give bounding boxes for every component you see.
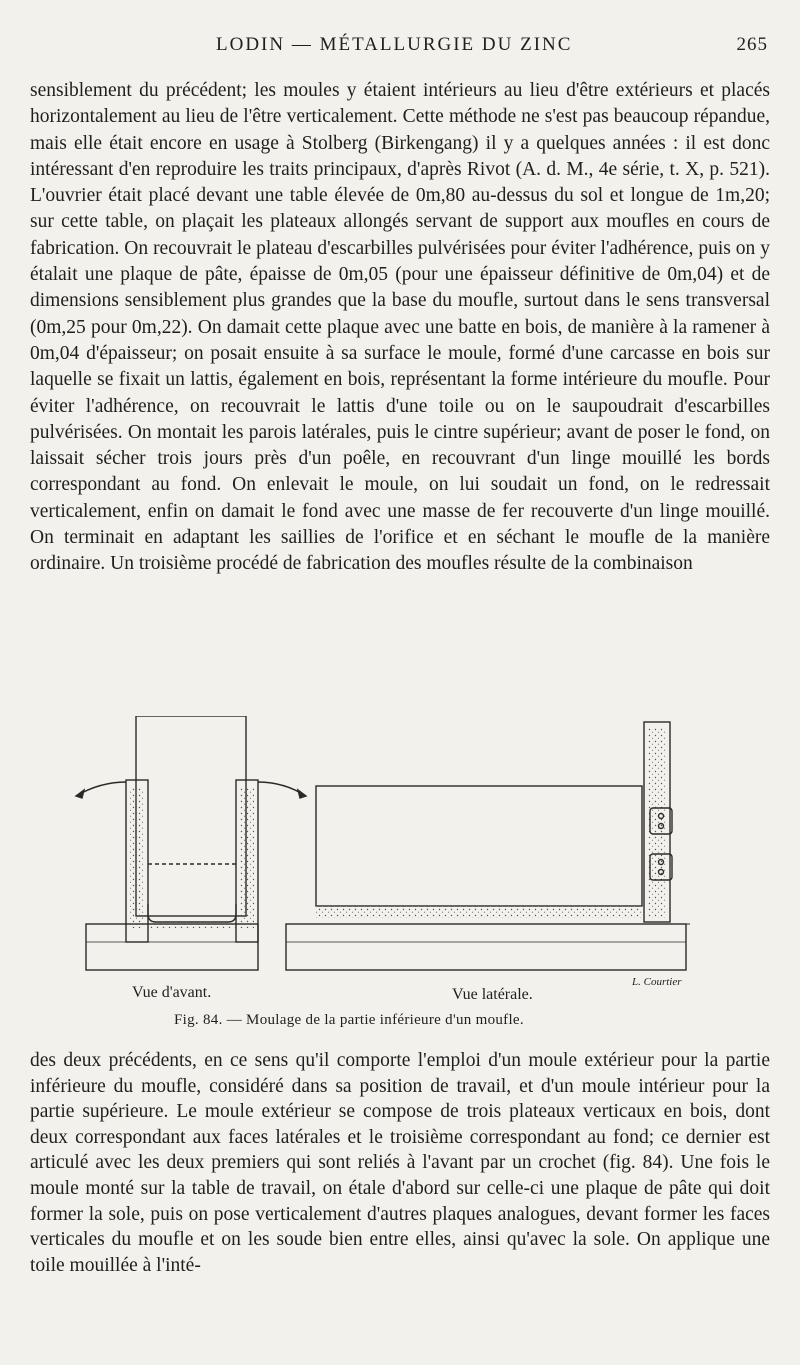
- body-paragraph-bottom: des deux précédents, en ce sens qu'il comporte l'emploi d'un moule extérieur pour la partie inférieure du moufle, considéré dans sa position de travail, et d'un moule intérieur pour la partie supérieure. Le moule extérieur se compose de trois plateaux verticaux en bois, dont deux correspondant aux faces latérales et le troisième correspondant au fond; ce dernier est articulé avec les deux premiers qui sont reliés à l'avant par un crochet (fig. 84). Une fois le moule monté sur la table de travail, on étale d'abord sur celle-ci une plaque de pâte qui doit former la sole, puis on pose verticalement d'autres plaques analogues, devant former les faces verticales du moufle et on les soude bien entre elles, ainsi qu'avec la sole. On applique une toile mouillée à l'inté-: [30, 1050, 770, 1276]
- front-view-drawing: [76, 716, 306, 970]
- side-view-drawing: [286, 722, 690, 970]
- mould-drawing: [60, 716, 750, 1006]
- figure-84: [60, 716, 750, 1036]
- running-header: [30, 34, 768, 58]
- header-title: LODIN — MÉTALLURGIE DU ZINC: [216, 34, 573, 55]
- figure-caption: Fig. 84. — Moulage de la partie inférieure d'un moufle.: [174, 1012, 524, 1028]
- page-number: 265: [736, 34, 768, 55]
- engraver-credit: L. Courtier: [632, 976, 682, 988]
- figure-label-front-view: Vue d'avant.: [132, 984, 212, 1001]
- figure-label-side-view: Vue latérale.: [452, 986, 533, 1003]
- body-paragraph-top: sensiblement du précédent; les moules y étaient intérieurs au lieu d'être extérieurs et placés horizontalement au lieu de l'être verticalement. Cette méthode ne s'est pas beaucoup répandue, mais elle était encore en usage à Stolberg (Birkengang) il y a quelques années : il est donc intéressant d'en reproduire les traits principaux, d'après Rivot (A. d. M., 4e série, t. X, p. 521). L'ouvrier était placé devant une table élevée de 0m,80 au-dessus du sol et longue de 1m,20; sur cette table, on plaçait les plateaux allongés servant de support aux moufles en cours de fabrication. On recouvrait le plateau d'escarbilles pulvérisées pour éviter l'adhérence, puis on y étalait une plaque de pâte, épaisse de 0m,05 (pour une épaisseur définitive de 0m,04) et de dimensions sensiblement plus grandes que la base du moufle, surtout dans le sens transversal (0m,25 pour 0m,22). On damait cette plaque avec une batte en bois, de manière à la ramener à 0m,04 d'épaisseur; on posait ensuite à sa surface le moule, formé d'une carcasse en bois sur laquelle se fixait un lattis, également en bois, représentant la forme intérieure du moufle. Pour éviter l'adhérence, on recouvrait le lattis d'une toile ou on le saupoudrait d'escarbilles pulvérisées. On montait les parois latérales, puis le cintre supérieur; avant de poser le fond, on laissait sécher trois jours près d'un poêle, en recouvrant d'un linge mouillé les bords correspondant au fond. On enlevait le moule, on lui soudait un fond, on le redressait verticalement, enfin on damait le fond avec une masse de fer recouverte d'un linge mouillé. On terminait en adaptant les saillies de l'orifice et en séchant le moufle de la manière ordinaire. Un troisième procédé de fabrication des moufles résulte de la combinaison: [30, 80, 770, 575]
